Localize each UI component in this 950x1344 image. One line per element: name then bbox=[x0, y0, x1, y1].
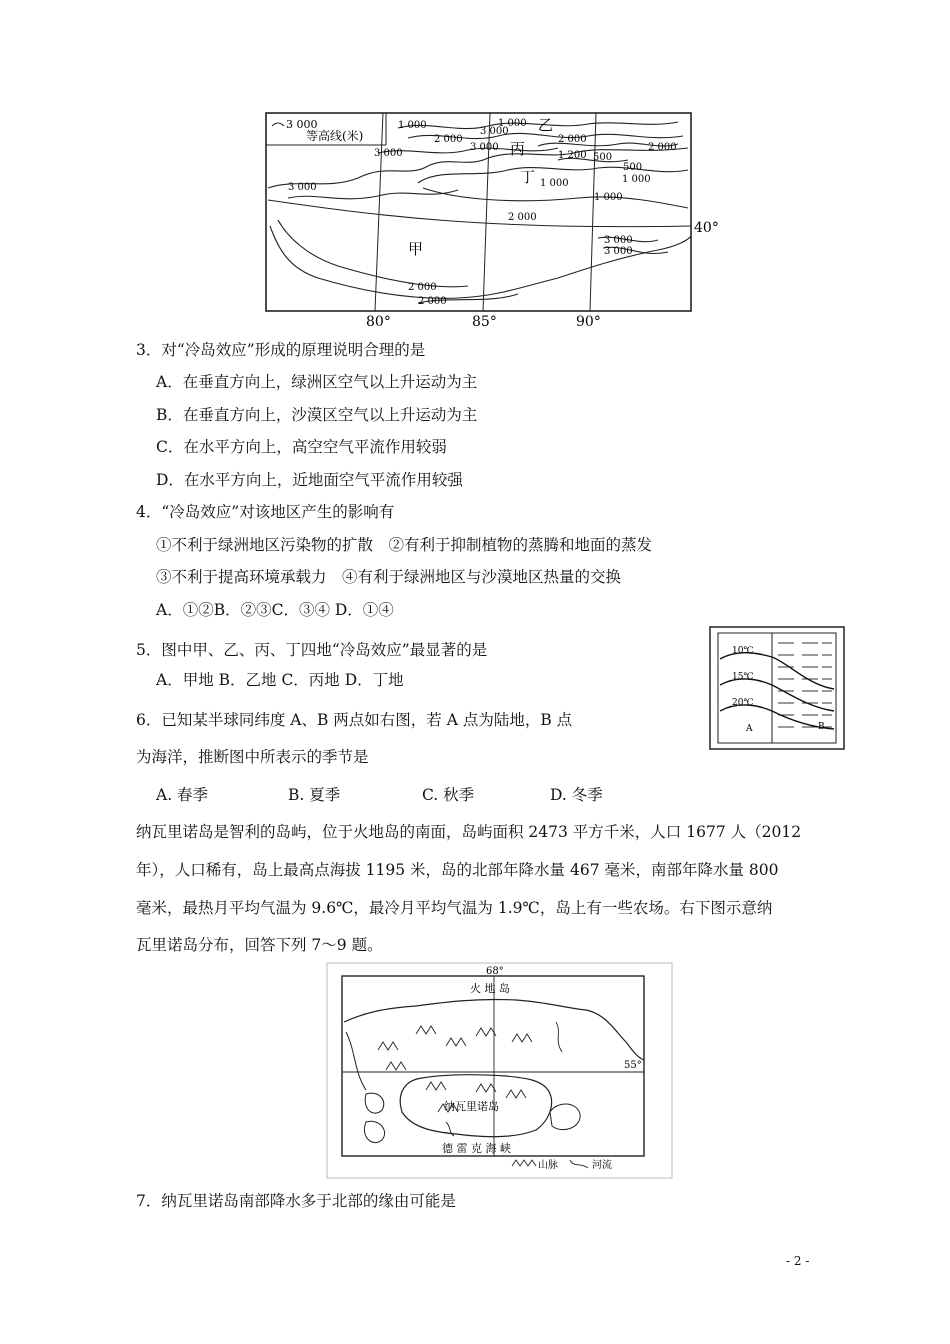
passage-line: 纳瓦里诺岛是智利的岛屿，位于火地岛的南面，岛屿面积 2473 平方千米，人口 1677 人（2012 bbox=[136, 823, 802, 841]
longitude-label: 85° bbox=[472, 314, 497, 330]
passage-line: 毫米，最热月平均气温为 9.6℃，最冷月平均气温为 1.9℃，岛上有一些农场。右下图示意纳 bbox=[136, 899, 773, 917]
contour-label: 3 000 bbox=[374, 148, 403, 159]
region-bing: 丙 bbox=[510, 140, 526, 158]
contour-label: 1 000 bbox=[622, 174, 651, 185]
q6-stem-line2: 为海洋，推断图中所表示的季节是 bbox=[136, 748, 369, 766]
isotherm-label: 15℃ bbox=[732, 672, 754, 682]
passage-line: 年），人口稀有，岛上最高点海拔 1195 米，岛的北部年降水量 467 毫米，南部年降水量 800 bbox=[136, 861, 779, 879]
q6-option-b: B. 夏季 bbox=[288, 786, 341, 804]
contour-label: 1 000 bbox=[594, 192, 623, 203]
longitude-label: 80° bbox=[366, 314, 391, 330]
q3-option-c: C．在水平方向上，高空空气平流作用较弱 bbox=[156, 438, 447, 456]
q6-stem-line1: 6．已知某半球同纬度 A、B 两点如右图，若 A 点为陆地，B 点 bbox=[136, 711, 573, 729]
contour-label: 1 200 bbox=[558, 150, 587, 161]
longitude-label: 68° bbox=[486, 966, 504, 977]
legend-river: 河流 bbox=[592, 1160, 612, 1171]
q6-option-a: A. 春季 bbox=[156, 786, 209, 804]
strait-label: 德 雷 克 海 峡 bbox=[442, 1142, 511, 1155]
q5-stem: 5．图中甲、乙、丙、丁四地“冷岛效应”最显著的是 bbox=[136, 641, 488, 659]
legend-label: 等高线(米) bbox=[306, 129, 364, 143]
point-a-label: A bbox=[746, 724, 753, 734]
contour-label: 3 000 bbox=[480, 126, 509, 137]
contour-label: 500 bbox=[593, 152, 613, 163]
q5-options: A．甲地 B．乙地 C．丙地 D．丁地 bbox=[156, 671, 404, 689]
contour-label: 2 000 bbox=[408, 282, 437, 293]
island-north-label: 火 地 岛 bbox=[470, 982, 510, 995]
isotherm-label: 10℃ bbox=[732, 646, 754, 656]
longitude-label: 90° bbox=[576, 314, 601, 330]
q3-option-a: A．在垂直方向上，绿洲区空气以上升运动为主 bbox=[156, 373, 478, 391]
page-number: - 2 - bbox=[786, 1254, 810, 1268]
q4-line2: ③不利于提高环境承载力 ④有利于绿洲地区与沙漠地区热量的交换 bbox=[156, 568, 622, 586]
q3-option-b: B．在垂直方向上，沙漠区空气以上升运动为主 bbox=[156, 406, 478, 424]
region-jia: 甲 bbox=[408, 240, 424, 258]
latitude-label: 55° bbox=[624, 1060, 642, 1071]
contour-label: 2 000 bbox=[418, 296, 447, 307]
contour-label: 2 000 bbox=[508, 212, 537, 223]
isotherm-label: 20℃ bbox=[732, 698, 754, 708]
contour-label: 3 000 bbox=[604, 246, 633, 257]
contour-label: 2 000 bbox=[648, 142, 677, 153]
contour-label: 2 000 bbox=[558, 134, 587, 145]
point-b-label: B bbox=[818, 722, 825, 732]
legend-value: 3 000 bbox=[286, 118, 318, 131]
q7-stem: 7．纳瓦里诺岛南部降水多于北部的缘由可能是 bbox=[136, 1192, 456, 1210]
contour-label: 3 000 bbox=[604, 235, 633, 246]
legend-mountain: 山脉 bbox=[538, 1160, 558, 1171]
contour-label: 3 000 bbox=[288, 182, 317, 193]
navarino-map bbox=[326, 962, 674, 1180]
contour-map bbox=[258, 108, 720, 330]
contour-label: 3 000 bbox=[470, 142, 499, 153]
latitude-label: 40° bbox=[694, 220, 719, 236]
q3-option-d: D．在水平方向上，近地面空气平流作用较强 bbox=[156, 471, 463, 489]
contour-label: 2 000 bbox=[434, 134, 463, 145]
q6-option-d: D. 冬季 bbox=[550, 786, 603, 804]
q6-option-c: C. 秋季 bbox=[422, 786, 475, 804]
passage-line: 瓦里诺岛分布，回答下列 7～9 题。 bbox=[136, 936, 383, 954]
contour-label: 1 000 bbox=[498, 118, 527, 129]
q3-stem: 3．对“冷岛效应”形成的原理说明合理的是 bbox=[136, 341, 426, 359]
island-name-label: 纳瓦里诺岛 bbox=[444, 1100, 499, 1113]
region-ding: 丁 bbox=[520, 168, 536, 186]
q4-line1: ①不利于绿洲地区污染物的扩散 ②有利于抑制植物的蒸腾和地面的蒸发 bbox=[156, 536, 653, 554]
isotherm-diagram bbox=[708, 625, 848, 753]
contour-label: 1 000 bbox=[540, 178, 569, 189]
contour-label: 1 000 bbox=[398, 120, 427, 131]
region-yi: 乙 bbox=[538, 116, 554, 134]
q4-stem: 4．“冷岛效应”对该地区产生的影响有 bbox=[136, 503, 395, 521]
q4-options: A．①②B．②③C．③④ D．①④ bbox=[156, 601, 394, 619]
contour-label: 500 bbox=[623, 162, 643, 173]
